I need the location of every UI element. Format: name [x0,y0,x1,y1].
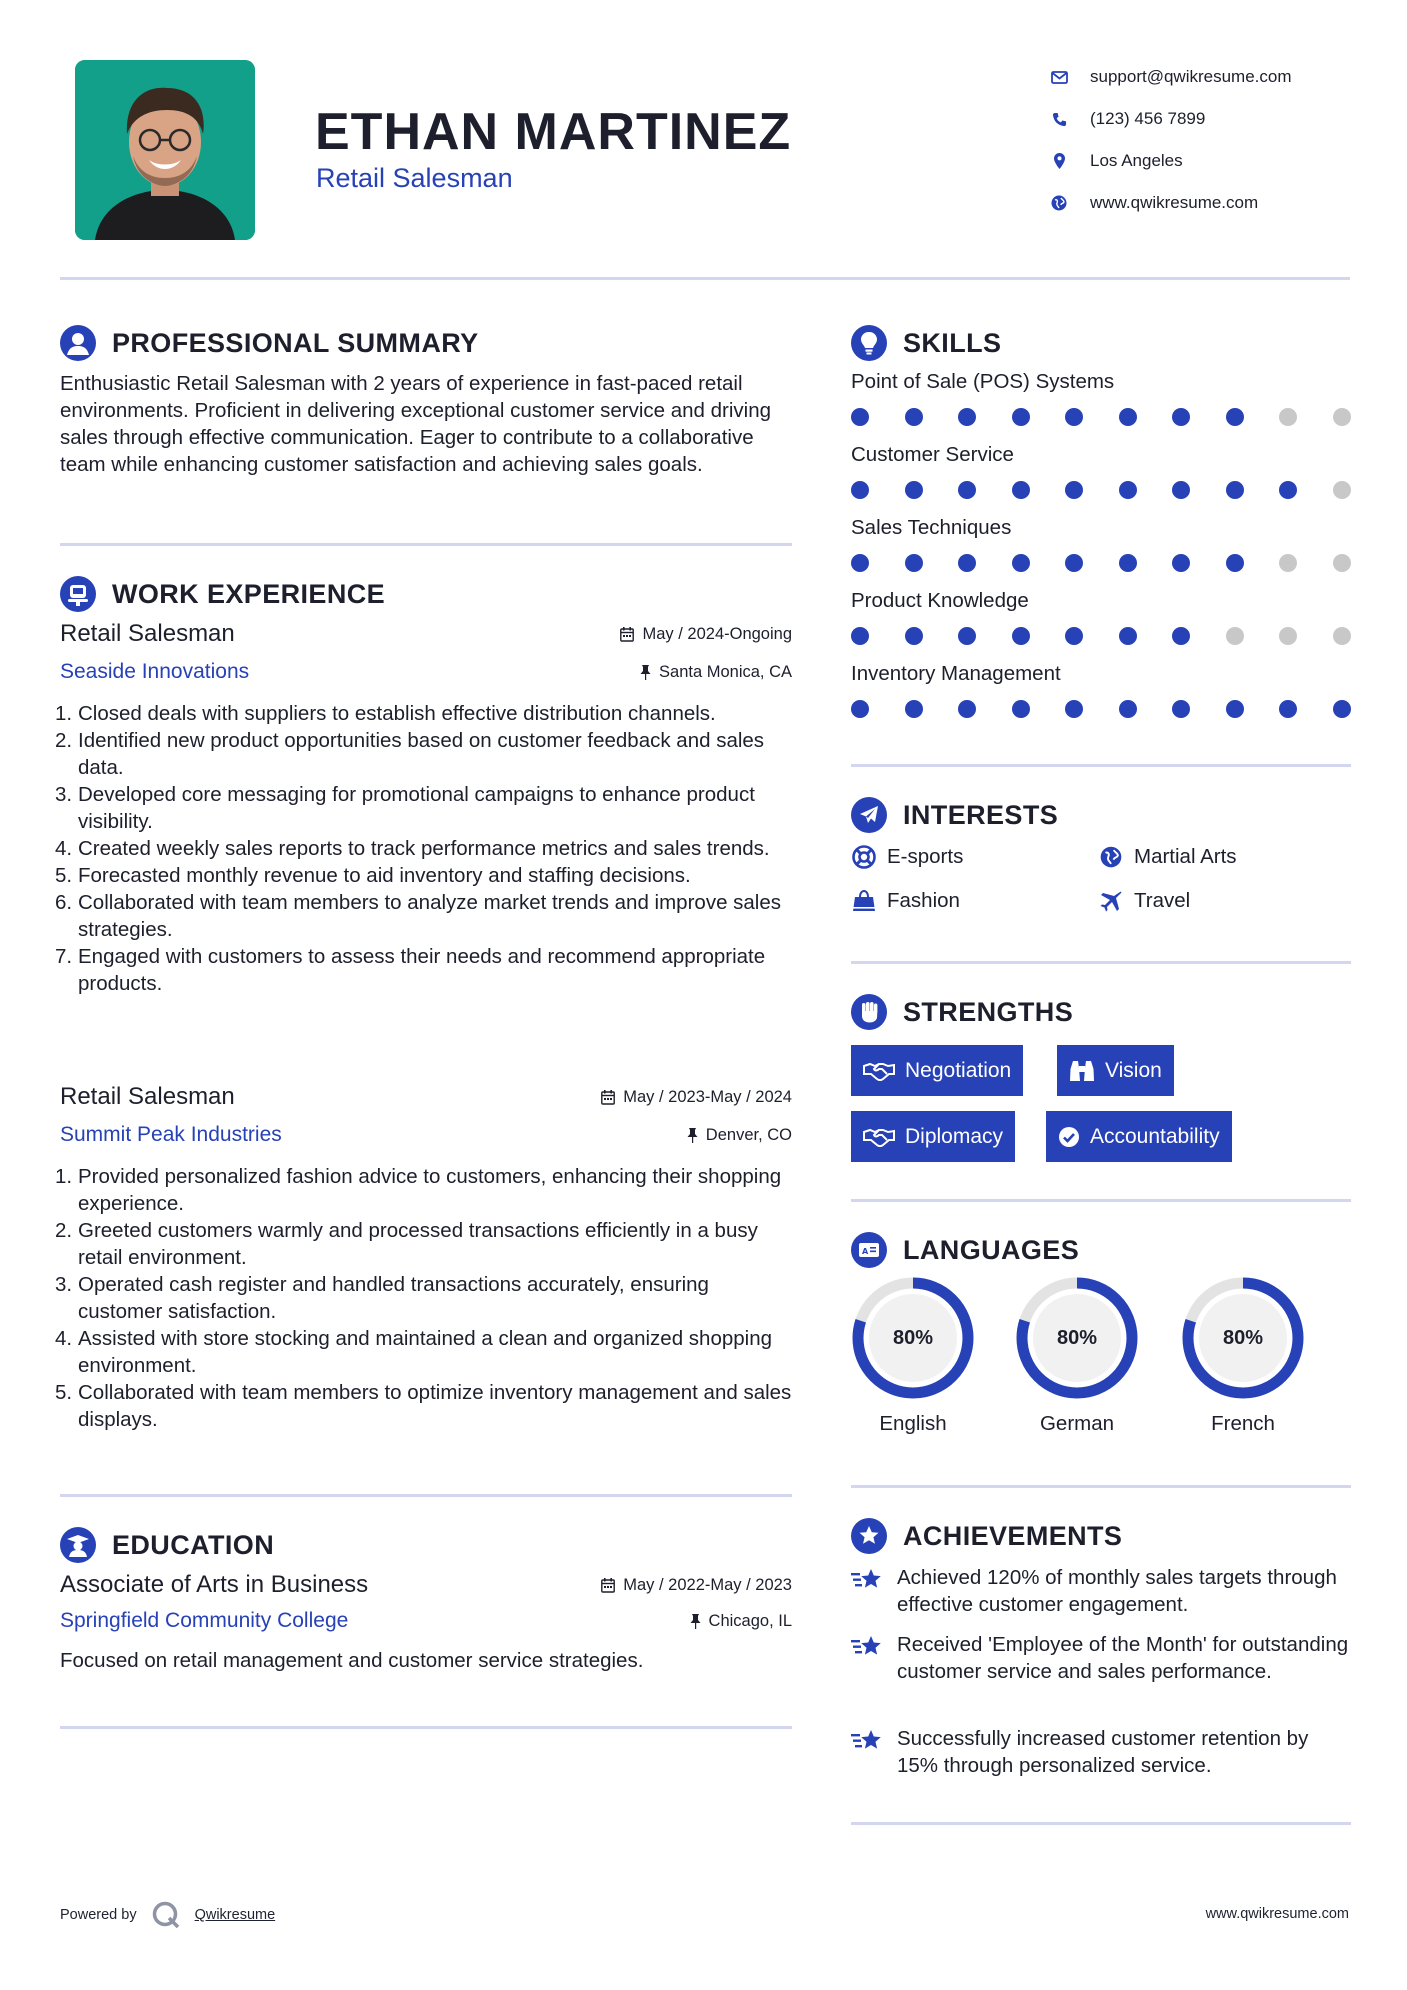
achievements-divider [851,1822,1351,1825]
skill-dot-filled [1226,481,1244,499]
profile-photo [75,60,255,240]
skill-dot-empty [1279,627,1297,645]
job-entry [55,1083,792,1443]
skill-dot-filled [1119,408,1137,426]
contact-phone[interactable]: (123) 456 7899 [1050,98,1370,140]
plane-icon [1098,888,1124,914]
skill-dot-filled [1065,554,1083,572]
skill-rating [851,408,1351,428]
interest-item: E-sports [851,844,963,870]
skill-dot-filled [1012,408,1030,426]
skill-dot-filled [1012,481,1030,499]
list-item: 1. Provided personalized fashion advice to customers, enhancing their shopping experience. [55,1165,782,1215]
life-ring-icon [851,844,877,870]
skill-dot-filled [1012,700,1030,718]
interest-item: Travel [1098,888,1190,914]
skill-dot-filled [1012,554,1030,572]
skill-dot-filled [905,408,923,426]
language-percent: 80% [1222,1326,1264,1349]
degree-title: Associate of Arts in Business [60,1571,369,1598]
education-date: May / 2022-May / 2023 [601,1576,792,1595]
skill-dot-filled [905,627,923,645]
pushpin-icon [690,1614,701,1629]
svg-text:A: A [862,1247,869,1256]
skill-dot-filled [1172,700,1190,718]
skill-dot-filled [1172,481,1190,499]
summary-divider [60,543,792,546]
skill-name: Sales Techniques [851,516,1012,539]
education-location: Chicago, IL [690,1612,792,1631]
skill-name: Product Knowledge [851,589,1029,612]
experience-heading: WORK EXPERIENCE [60,576,385,612]
shooting-star-icon [851,1633,885,1666]
skill-dot-filled [905,700,923,718]
job-location: Denver, CO [687,1126,792,1145]
briefcase-icon [60,576,96,612]
contact-block [1050,56,1370,224]
list-item: 5. Forecasted monthly revenue to aid inventory and staffing decisions. [55,864,691,887]
skill-dot-empty [1333,554,1351,572]
education-heading: EDUCATION [60,1527,274,1563]
skill-dot-empty [1279,408,1297,426]
skill-dot-filled [958,554,976,572]
language-percent: 80% [1056,1326,1098,1349]
calendar-icon [601,1578,615,1593]
achievement-item: Achieved 120% of monthly sales targets through effective customer engagement. [851,1564,1351,1618]
skill-dot-filled [1065,481,1083,499]
handshake-icon [863,1127,895,1147]
globe-icon [1050,194,1068,212]
list-item: 6. Collaborated with team members to analyze market trends and improve sales strategies. [55,891,782,941]
education-divider [60,1726,792,1729]
skill-dot-filled [1012,627,1030,645]
skills-heading: SKILLS [851,325,1001,361]
skill-dot-empty [1333,408,1351,426]
list-item: 4. Assisted with store stocking and maintained a clean and organized shopping environment. [55,1327,773,1377]
skill-dot-filled [958,700,976,718]
skill-dot-filled [1333,700,1351,718]
achievement-item: Received 'Employee of the Month' for outstanding customer service and sales performance. [851,1631,1351,1685]
shopping-bag-icon [851,888,877,914]
list-item: 1. Closed deals with suppliers to establish effective distribution channels. [55,702,716,725]
skill-dot-empty [1333,627,1351,645]
job-date: May / 2023-May / 2024 [601,1088,792,1107]
skill-dot-filled [1119,554,1137,572]
experience-divider [60,1494,792,1497]
skill-dot-filled [851,627,869,645]
globe-icon [1098,844,1124,870]
job-bullets [55,1163,792,1433]
pushpin-icon [640,665,651,680]
footer-website[interactable]: www.qwikresume.com [1205,1906,1349,1922]
contact-website[interactable]: www.qwikresume.com [1050,182,1370,224]
achievement-item: Successfully increased customer retention by 15% through personalized service. [851,1725,1351,1779]
skill-dot-filled [958,408,976,426]
skill-dot-filled [1172,627,1190,645]
job-entry [55,620,792,1060]
candidate-title: Retail Salesman [316,163,513,193]
skills-divider [851,764,1351,767]
skill-dot-filled [1172,408,1190,426]
lightbulb-icon [851,325,887,361]
skill-dot-filled [1065,627,1083,645]
language-item [1181,1276,1305,1436]
strengths-heading: STRENGTHS [851,994,1073,1030]
education-description: Focused on retail management and customer service strategies. [60,1649,644,1672]
skill-dot-filled [1172,554,1190,572]
list-item: 2. Identified new product opportunities based on customer feedback and sales data. [55,729,765,779]
skill-dot-empty [1333,481,1351,499]
shooting-star-icon [851,1566,885,1599]
graduate-icon [60,1527,96,1563]
skill-dot-filled [1279,700,1297,718]
skill-dot-filled [905,554,923,572]
skill-dot-filled [851,554,869,572]
skill-name: Point of Sale (POS) Systems [851,370,1115,393]
skill-dot-filled [851,481,869,499]
skill-dot-filled [1119,481,1137,499]
language-icon [851,1232,887,1268]
user-icon [60,325,96,361]
contact-email[interactable]: support@qwikresume.com [1050,56,1370,98]
skill-dot-filled [1226,700,1244,718]
fist-icon [851,994,887,1030]
list-item: 7. Engaged with customers to assess their needs and recommend appropriate products. [55,945,766,995]
phone-icon [1050,110,1068,128]
interest-item: Martial Arts [1098,844,1237,870]
skill-rating [851,700,1351,720]
shooting-star-icon [851,1727,885,1760]
list-item: 3. Developed core messaging for promotional campaigns to enhance product visibility. [55,783,755,833]
list-item: 5. Collaborated with team members to optimize inventory management and sales displays. [55,1381,792,1431]
skill-dot-filled [1226,408,1244,426]
job-bullets [55,700,792,997]
skill-dot-filled [1065,700,1083,718]
interest-item: Fashion [851,888,960,914]
job-title: Retail Salesman [60,1083,235,1110]
skill-dot-filled [958,481,976,499]
contact-location: Los Angeles [1050,140,1370,182]
strength-chip: Negotiation [851,1045,1023,1096]
job-title: Retail Salesman [60,620,235,647]
language-name: French [1211,1412,1275,1435]
job-location: Santa Monica, CA [640,663,792,682]
skill-dot-filled [851,700,869,718]
skill-dot-filled [1119,700,1137,718]
interests-heading: INTERESTS [851,797,1058,833]
skill-dot-filled [1226,554,1244,572]
calendar-icon [620,627,634,642]
candidate-name: ETHAN MARTINEZ [315,103,792,161]
skill-dot-filled [905,481,923,499]
skill-rating [851,481,1351,501]
school-name: Springfield Community College [60,1609,349,1632]
strength-chip: Vision [1057,1045,1174,1096]
skill-name: Customer Service [851,443,1014,466]
paper-plane-icon [851,797,887,833]
skill-dot-filled [1119,627,1137,645]
skill-dot-empty [1279,554,1297,572]
pushpin-icon [687,1128,698,1143]
header-divider [60,277,1350,280]
skills-list [851,370,1351,730]
skill-name: Inventory Management [851,662,1061,685]
strength-chip: Accountability [1046,1111,1232,1162]
qwikresume-logo-icon [151,1900,181,1930]
languages-divider [851,1485,1351,1488]
language-item [1015,1276,1139,1436]
strengths-divider [851,1199,1351,1202]
footer-powered-by: Powered by Qwikresume [60,1900,275,1930]
list-item: 4. Created weekly sales reports to track performance metrics and sales trends. [55,837,770,860]
company-name: Summit Peak Industries [60,1123,282,1146]
skill-dot-filled [851,408,869,426]
list-item: 2. Greeted customers warmly and processed transactions efficiently in a busy retail environment. [55,1219,758,1269]
handshake-icon [863,1061,895,1081]
qwikresume-link[interactable]: Qwikresume [194,1907,276,1923]
check-circle-icon [1058,1126,1080,1148]
calendar-icon [601,1090,615,1105]
list-item: 3. Operated cash register and handled transactions accurately, ensuring customer satisfaction. [55,1273,709,1323]
summary-text: Enthusiastic Retail Salesman with 2 years of experience in fast-paced retail environments. Proficient in delivering exceptional customer service and driving sales through effective communication. Eager to contribute to a collaborative team while enhancing customer satisfaction and achieving sales goals. [60,372,772,476]
skill-dot-filled [1279,481,1297,499]
education-entry [60,1571,792,1691]
summary-heading: PROFESSIONAL SUMMARY [60,325,479,361]
map-pin-icon [1050,152,1068,170]
job-date: May / 2024-Ongoing [620,625,792,644]
award-star-icon [851,1518,887,1554]
language-name: German [1039,1412,1115,1435]
achievements-heading: ACHIEVEMENTS [851,1518,1122,1554]
company-name: Seaside Innovations [60,660,250,683]
skill-dot-filled [1065,408,1083,426]
binoculars-icon [1069,1060,1095,1082]
skill-dot-empty [1226,627,1244,645]
strength-chip: Diplomacy [851,1111,1015,1162]
language-item [851,1276,975,1436]
languages-heading: A LANGUAGES [851,1232,1079,1268]
skill-dot-filled [958,627,976,645]
envelope-icon [1050,68,1068,86]
skill-rating [851,627,1351,647]
skill-rating [851,554,1351,574]
interests-divider [851,961,1351,964]
language-percent: 80% [892,1326,934,1349]
language-name: English [879,1412,947,1435]
